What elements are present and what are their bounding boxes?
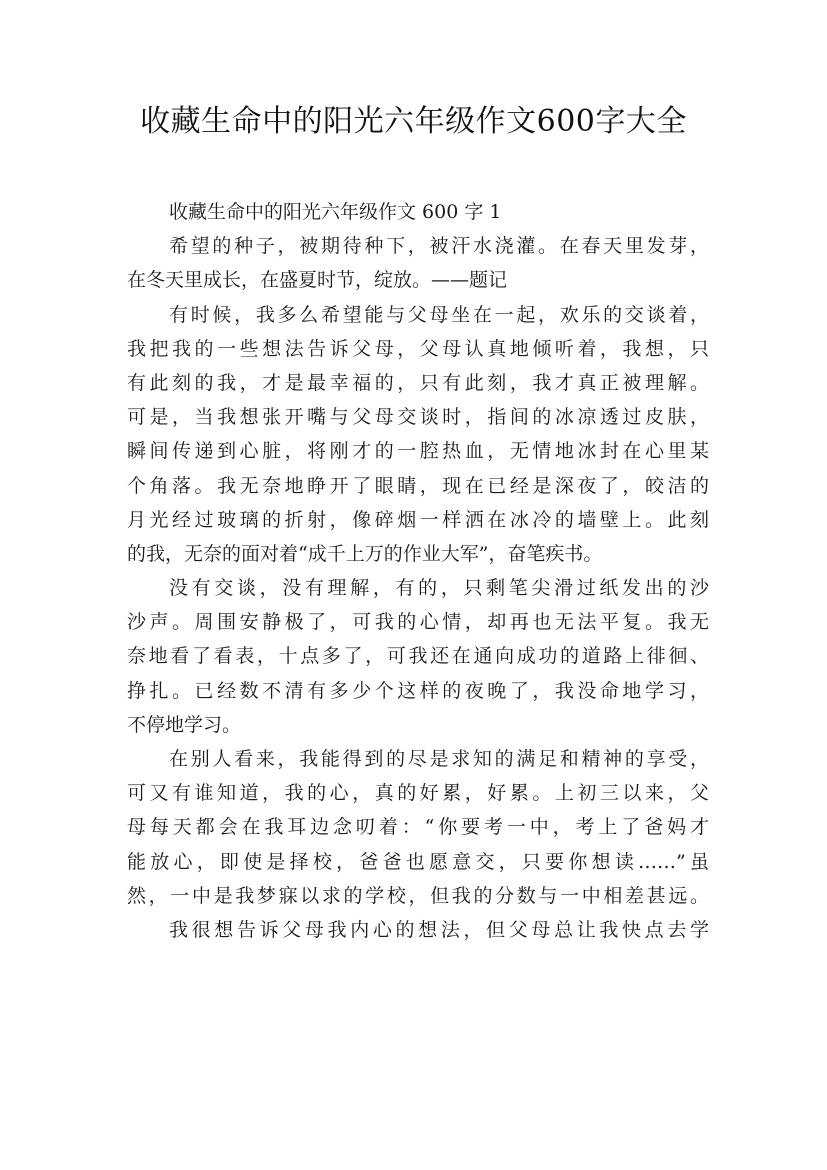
text-line: 挣扎。已经数不清有多少个这样的夜晚了，我没命地学习， [127, 679, 709, 702]
text-line: 在冬天里成长，在盛夏时节，绽放。——题记 [127, 269, 508, 292]
text-line: 有时候，我多么希望能与父母坐在一起，欢乐的交谈着， [169, 303, 709, 326]
text-line: 希望的种子，被期待种下，被汗水浇灌。在春天里发芽， [169, 235, 709, 258]
text-line: 有此刻的我，才是最幸福的，只有此刻，我才真正被理解。 [127, 371, 709, 394]
text-line: 的我，无奈的面对着“成千上万的作业大军”，奋笔疾书。 [127, 542, 603, 565]
text-line: 不停地学习。 [127, 713, 242, 736]
text-line: 我很想告诉父母我内心的想法，但父母总让我快点去学 [169, 918, 709, 941]
text-line: 瞬间传递到心脏，将刚才的一腔热血，无情地冰封在心里某 [127, 440, 709, 463]
document-title: 收藏生命中的阳光六年级作文600字大全 [140, 104, 687, 139]
text-line: 然，一中是我梦寐以求的学校，但我的分数与一中相差甚远。 [127, 884, 709, 907]
text-line: 能放心，即使是择校，爸爸也愿意交，只要你想读……”虽 [127, 850, 709, 873]
text-line: 奈地看了看表，十点多了，可我还在通向成功的道路上徘徊、 [127, 645, 709, 668]
text-line: 可又有谁知道，我的心，真的好累，好累。上初三以来，父 [127, 782, 709, 805]
document-body [127, 195, 709, 947]
text-line: 个角落。我无奈地睁开了眼睛，现在已经是深夜了，皎洁的 [127, 474, 709, 497]
text-line: 月光经过玻璃的折射，像碎烟一样洒在冰冷的墙壁上。此刻 [127, 508, 709, 531]
text-line: 收藏生命中的阳光六年级作文 600 字 1 [169, 201, 502, 223]
text-line: 可是，当我想张开嘴与父母交谈时，指间的冰凉透过皮肤， [127, 406, 709, 429]
text-line: 沙声。周围安静极了，可我的心情，却再也无法平复。我无 [127, 611, 709, 634]
text-line: 我把我的一些想法告诉父母，父母认真地倾听着，我想，只 [127, 337, 709, 360]
text-line: 没有交谈，没有理解，有的，只剩笔尖滑过纸发出的沙 [169, 577, 709, 600]
text-line: 在别人看来，我能得到的尽是求知的满足和精神的享受， [169, 748, 709, 770]
text-line: 母每天都会在我耳边念叨着：“你要考一中，考上了爸妈才 [127, 816, 709, 839]
